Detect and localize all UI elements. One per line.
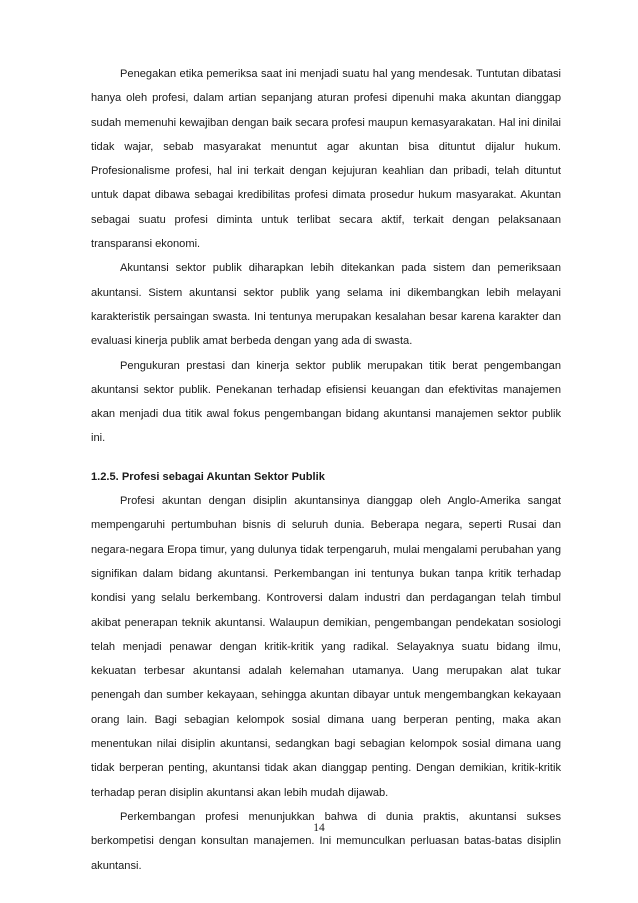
section-heading: 1.2.5. Profesi sebagai Akuntan Sektor Publik [91,470,325,483]
paragraph-profesi-akuntan: Profesi akuntan dengan disiplin akuntansinya dianggap oleh Anglo-Amerika sangat mempengaruhi pertumbuhan bisnis di seluruh dunia. Beberapa negara, seperti Rusai dan negara-negara Eropa timur, yang dulunya tidak terpengaruh, mulai mengalami perubahan yang signifikan dalam bidang akuntansi. Perkembangan ini tentunya bukan tanpa kritik terhadap kondisi yang selalu berkembang. Kontroversi dalam industri dan perdagangan telah timbul akibat penerapan teknik akuntansi. Walaupun demikian, pengembangan pendekatan sosiologi telah menjadi penawar dengan kritik-kritik yang radikal. Selayaknya suatu bidang ilmu, kekuatan terbesar akuntansi adalah kelemahan utamanya. Uang merupakan alat tukar penengah dan sumber kekayaan, sehingga akuntan dibayar untuk mengembangkan kekayaan orang lain. Bagi sebagian kelompok sosial dimana uang berperan penting, maka akan menentukan nilai disiplin akuntansi, sedangkan bagi sebagian kelompok sosial dimana uang tidak berperan penting, akuntansi tidak akan dianggap penting. Dengan demikian, kritik-kritik terhadap peran disiplin akuntansi akan lebih mudah dijawab. [91,495,561,799]
page-number: 14 [313,822,325,834]
document-body [91,62,561,878]
paragraph-pengukuran-prestasi: Pengukuran prestasi dan kinerja sektor publik merupakan titik berat pengembangan akuntansi sektor publik. Penekanan terhadap efisiensi keuangan dan efektivitas manajemen akan menjadi dua titik awal fokus pengembangan bidang akuntansi manajemen sektor publik ini. [91,359,561,445]
paragraph-etika-pemeriksa: Penegakan etika pemeriksa saat ini menjadi suatu hal yang mendesak. Tuntutan dibatasi hanya oleh profesi, dalam artian sepanjang aturan profesi dipenuhi maka akuntan dianggap sudah memenuhi kewajiban dengan baik secara profesi maupun kemasyarakatan. Hal ini dinilai tidak wajar, sebab masyarakat menuntut agar akuntan bisa dituntut dijalur hukum. Profesionalisme profesi, hal ini terkait dengan kejujuran keahlian dan pribadi, telah dituntut untuk dapat dibawa sebagai kredibilitas profesi dimata prosedur hukum masyarakat. Akuntan sebagai suatu profesi diminta untuk terlibat secara aktif, terkait dengan pelaksanaan transparansi ekonomi. [91,68,561,251]
paragraph-akuntansi-sektor-publik: Akuntansi sektor publik diharapkan lebih ditekankan pada sistem dan pemeriksaan akuntansi. Sistem akuntansi sektor publik yang selama ini dikembangkan lebih melayani karakteristik persaingan swasta. Ini tentunya merupakan kesalahan besar karena karakter dan evaluasi kinerja publik amat berbeda dengan yang ada di swasta. [91,262,561,348]
paragraph-perkembangan-profesi: Perkembangan profesi menunjukkan bahwa di dunia praktis, akuntansi sukses berkompetisi dengan konsultan manajemen. Ini memunculkan perluasan batas-batas disiplin akuntansi. [91,810,561,872]
